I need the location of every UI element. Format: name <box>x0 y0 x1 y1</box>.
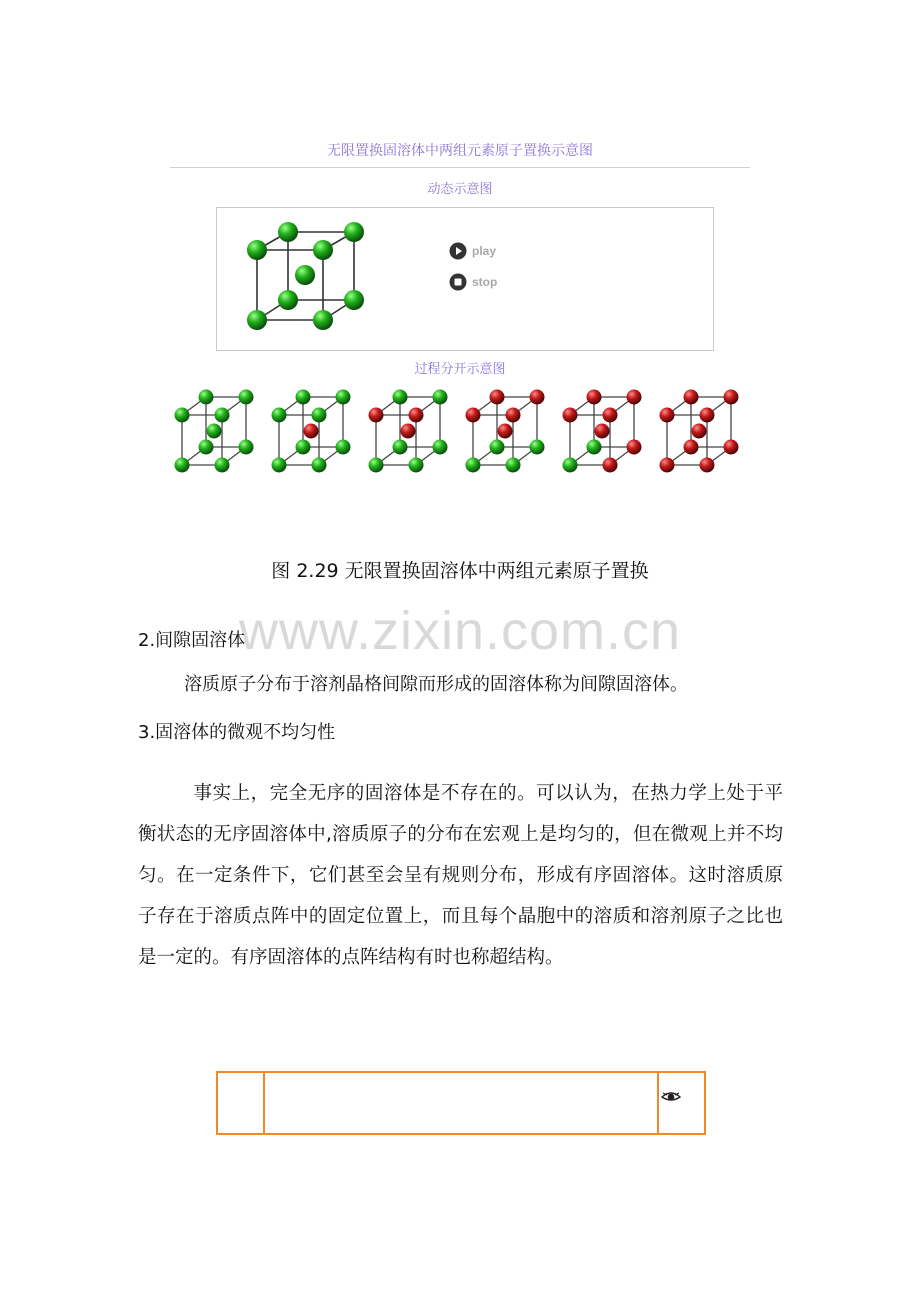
solute-atom <box>724 390 739 405</box>
solute-atom <box>304 424 319 439</box>
solvent-atom <box>272 408 287 423</box>
stage-cell <box>563 390 642 473</box>
solvent-atom <box>175 408 190 423</box>
solute-atom <box>700 408 715 423</box>
solvent-atom <box>239 440 254 455</box>
solvent-atom <box>433 390 448 405</box>
eye-icon <box>661 1090 681 1104</box>
play-icon <box>449 242 467 260</box>
solvent-atom <box>296 440 311 455</box>
watermark: www.zixin.com.cn <box>238 601 682 661</box>
solute-atom <box>587 390 602 405</box>
solute-atom <box>506 408 521 423</box>
stage-cell <box>272 390 351 473</box>
solute-atom <box>401 424 416 439</box>
solute-atom <box>498 424 513 439</box>
solute-atom <box>603 458 618 473</box>
figure-divider <box>170 167 750 168</box>
dynamic-label: 动态示意图 <box>427 182 493 197</box>
solvent-atom <box>409 458 424 473</box>
solvent-atom <box>215 408 230 423</box>
solvent-atom <box>336 440 351 455</box>
section-heading-inhomogeneity: 3.固溶体的微观不均匀性 <box>138 722 336 743</box>
stage-cell <box>660 390 739 473</box>
solute-atom <box>724 440 739 455</box>
solute-atom <box>490 390 505 405</box>
stage-cell <box>175 390 254 473</box>
table-divider-right <box>657 1073 659 1133</box>
stage-cell <box>369 390 448 473</box>
solute-atom <box>369 408 384 423</box>
solvent-atom <box>312 408 327 423</box>
figure-title: 无限置换固溶体中两组元素原子置换示意图 <box>327 143 593 159</box>
solute-atom <box>700 458 715 473</box>
solvent-atom <box>563 458 578 473</box>
solvent-atom <box>369 458 384 473</box>
section-text-interstitial: 溶质原子分布于溶剂晶格间隙而形成的固溶体称为间隙固溶体。 <box>184 674 688 695</box>
solvent-atom <box>506 458 521 473</box>
solute-atom <box>563 408 578 423</box>
animation-panel <box>216 207 714 351</box>
solute-atom <box>595 424 610 439</box>
solvent-atom <box>199 390 214 405</box>
solute-atom <box>409 408 424 423</box>
solvent-atom <box>207 424 222 439</box>
figure-caption: 图 2.29 无限置换固溶体中两组元素原子置换 <box>271 560 649 582</box>
solvent-atom <box>466 458 481 473</box>
play-button[interactable] <box>449 242 496 260</box>
solvent-atom <box>393 390 408 405</box>
substitution-stages-strip <box>166 383 756 478</box>
stop-label: stop <box>472 275 498 289</box>
solute-atom <box>692 424 707 439</box>
play-label: play <box>472 244 497 258</box>
solvent-atom <box>215 458 230 473</box>
solute-atom <box>684 440 699 455</box>
solvent-atom <box>530 440 545 455</box>
orange-table <box>216 1071 706 1135</box>
solvent-atom <box>393 440 408 455</box>
stop-icon <box>449 273 467 291</box>
table-divider-left <box>263 1073 265 1133</box>
solute-atom <box>530 390 545 405</box>
solvent-atom <box>239 390 254 405</box>
section-text-inhomogeneity <box>138 773 783 978</box>
crystal-cell-animation <box>241 218 376 343</box>
stop-button[interactable] <box>449 273 497 291</box>
solute-atom <box>684 390 699 405</box>
solute-atom <box>466 408 481 423</box>
solvent-atom <box>312 458 327 473</box>
solvent-atom <box>296 390 311 405</box>
solute-atom <box>627 440 642 455</box>
section-heading-interstitial: 2.间隙固溶体 <box>138 630 246 651</box>
process-label: 过程分开示意图 <box>414 362 506 377</box>
solvent-atom <box>490 440 505 455</box>
solvent-atom <box>433 440 448 455</box>
solute-atom <box>660 458 675 473</box>
solvent-atom <box>587 440 602 455</box>
solvent-atom <box>199 440 214 455</box>
solute-atom <box>660 408 675 423</box>
stage-cell <box>466 390 545 473</box>
solvent-atom <box>336 390 351 405</box>
solute-atom <box>603 408 618 423</box>
solute-atom <box>627 390 642 405</box>
body-paragraph: 事实上，完全无序的固溶体是不存在的。可以认为，在热力学上处于平衡状态的无序固溶体中,溶质原子的分布在宏观上是均匀的，但在微观上并不均匀。在一定条件下，它们甚至会呈有规则分布，形成有序固溶体。这时溶质原子存在于溶质点阵中的固定位置上，而且每个晶胞中的溶质和溶剂原子之比也是一定的。有序固溶体的点阵结构有时也称超结构。 <box>138 783 783 968</box>
solvent-atom <box>272 458 287 473</box>
solvent-atom <box>175 458 190 473</box>
